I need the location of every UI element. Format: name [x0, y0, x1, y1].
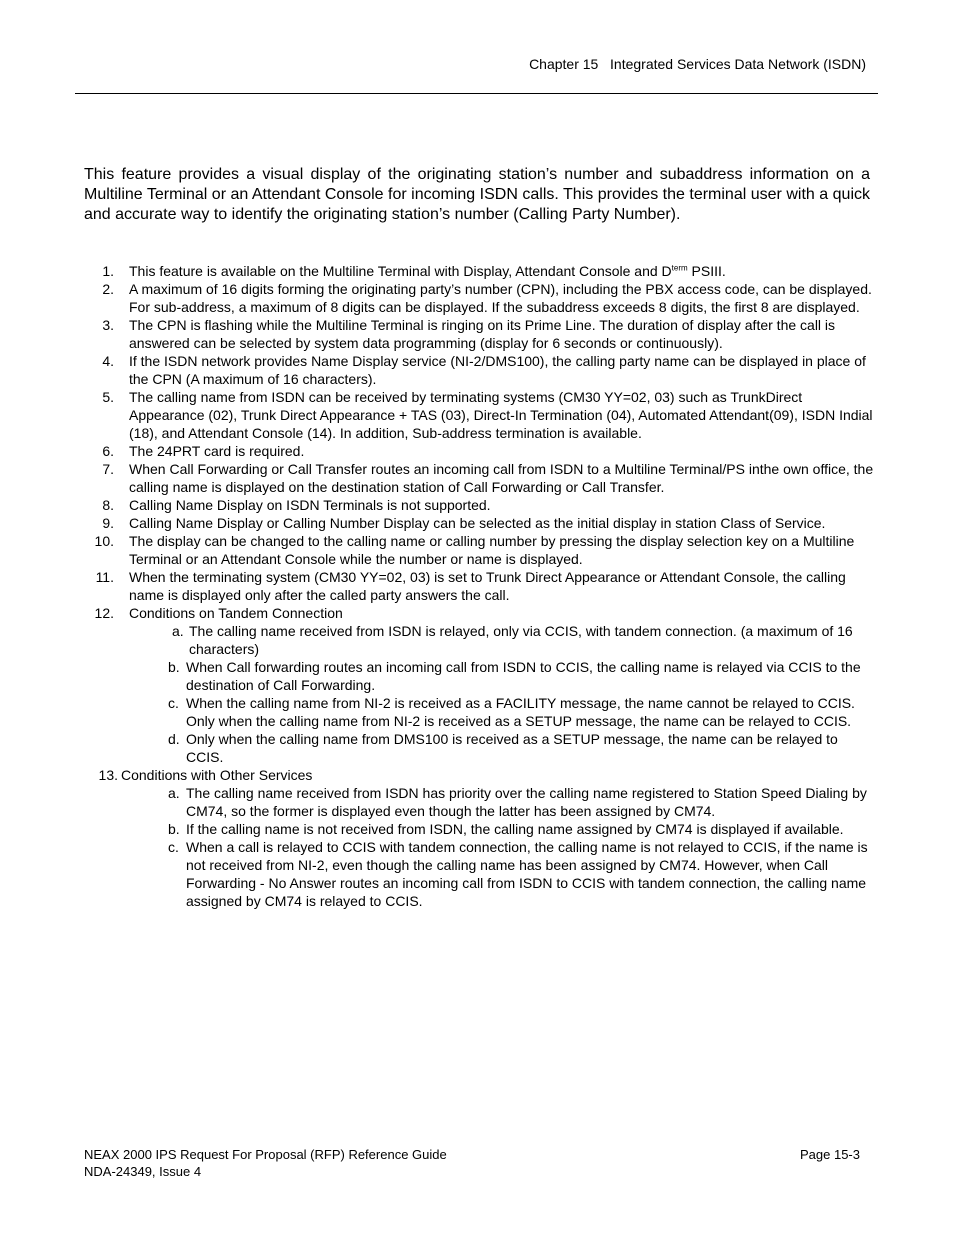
- list-item: [84, 532, 874, 568]
- intro-paragraph: This feature provides a visual display of the originating station’s number and subaddress information on a Multiline Terminal or an Attendant Console for incoming ISDN calls. This provides the terminal user with a quick and accurate way to identify the originating station’s number (Calling Party Number).: [84, 166, 870, 223]
- sub-letter: a.: [172, 623, 184, 639]
- item-text: When the terminating system (CM30 YY=02, 03) is set to Trunk Direct Appearance or Attendant Console, the calling name is displayed only after the called party answers the call.: [129, 569, 846, 603]
- list-item: [84, 604, 874, 622]
- sub-text: When Call forwarding routes an incoming call from ISDN to CCIS, the calling name is relayed via CCIS to the destination of Call Forwarding.: [186, 659, 861, 693]
- list-item: [84, 460, 874, 496]
- sub-text: When a call is relayed to CCIS with tandem connection, the calling name is not relayed to CCIS, if the name is not received from NI-2, even though the calling name has been assigned by CM74. However, when Call Forwarding - No Answer routes an incoming call from ISDN to CCIS with tandem connection, the calling name assigned by CM74 is relayed to CCIS.: [186, 839, 868, 909]
- item-text: When Call Forwarding or Call Transfer routes an incoming call from ISDN to a Multiline Terminal/PS inthe own office, the calling name is displayed on the destination station of Call Forwarding or Call Transfer.: [129, 461, 874, 495]
- sub-text: If the calling name is not received from ISDN, the calling name assigned by CM74 is displayed if available.: [186, 821, 844, 837]
- list-item: [84, 568, 874, 604]
- sub-item: [84, 622, 874, 658]
- sub-item: [84, 820, 874, 838]
- list-item: [84, 514, 874, 532]
- sub-item: [84, 694, 874, 730]
- superscript: term: [671, 263, 688, 273]
- item-number: 13.: [98, 767, 118, 783]
- item-number: 1.: [102, 263, 114, 279]
- item-text: If the ISDN network provides Name Display service (NI-2/DMS100), the calling party name can be displayed in place of the CPN (A maximum of 16 characters).: [129, 353, 866, 387]
- sub-text: The calling name received from ISDN is relayed, only via CCIS, with tandem connection. (a maximum of 16 characters): [189, 623, 853, 657]
- sub-item: [84, 838, 874, 910]
- item-text: Calling Name Display or Calling Number Display can be selected as the initial display in station Class of Service.: [129, 515, 826, 531]
- item-number: 11.: [95, 569, 114, 585]
- item-number: 2.: [102, 281, 114, 297]
- item-text: Conditions on Tandem Connection: [129, 605, 343, 621]
- item-number: 4.: [102, 353, 114, 369]
- list-item: [84, 442, 874, 460]
- item-number: 7.: [102, 461, 114, 477]
- item-number: 10.: [94, 533, 114, 549]
- item-text: The 24PRT card is required.: [129, 443, 305, 459]
- sub-item: [84, 784, 874, 820]
- item-text: Conditions with Other Services: [121, 767, 313, 783]
- list-item: [84, 352, 874, 388]
- item-number: 9.: [102, 515, 114, 531]
- item-number: 6.: [102, 443, 114, 459]
- item-text: The CPN is flashing while the Multiline Terminal is ringing on its Prime Line. The duration of display after the call is answered can be selected by system data programming (display for 6 seconds or continuously).: [129, 317, 836, 351]
- item-text: This feature is available on the Multiline Terminal with Display, Attendant Console and $D^{term}$ PSIII.: [129, 263, 726, 279]
- list-item: [84, 262, 874, 280]
- page-header: [529, 56, 866, 72]
- chapter-number: Chapter 15: [529, 56, 599, 72]
- list-item: [84, 280, 874, 316]
- item-text: A maximum of 16 digits forming the originating party’s number (CPN), including the PBX access code, can be displayed. For sub-address, a maximum of 8 digits can be displayed. If the subaddress exceeds 8 digits, the first 8 are displayed.: [129, 281, 872, 315]
- item-number: 8.: [102, 497, 114, 513]
- header-rule: [75, 93, 878, 94]
- list-item: [84, 766, 874, 784]
- notes-list: [84, 262, 874, 910]
- item-text: Calling Name Display on ISDN Terminals is not supported.: [129, 497, 491, 513]
- sub-item: [84, 658, 874, 694]
- footer-doc-number: NDA-24349, Issue 4: [84, 1164, 202, 1179]
- sub-text: Only when the calling name from DMS100 is received as a SETUP message, the name can be relayed to CCIS.: [186, 731, 838, 765]
- sub-letter: a.: [168, 785, 180, 801]
- page-footer: [84, 1146, 447, 1180]
- page-number: Page 15-3: [800, 1147, 860, 1162]
- list-item: [84, 496, 874, 514]
- sub-letter: c.: [168, 839, 179, 855]
- item-number: 3.: [102, 317, 114, 333]
- item-text: The display can be changed to the calling name or calling number by pressing the display selection key on a Multiline Terminal or an Attendant Console while the number or name is displayed.: [129, 533, 855, 567]
- footer-guide-title: NEAX 2000 IPS Request For Proposal (RFP) Reference Guide: [84, 1147, 447, 1162]
- sub-letter: b.: [168, 821, 180, 837]
- item-text: The calling name from ISDN can be received by terminating systems (CM30 YY=02, 03) such as TrunkDirect Appearance (02), Trunk Direct Appearance + TAS (03), Direct-In Termination (04), Automated Attendant(09), ISDN Indial (18), and Attendant Console (14). In addition, Sub-address termination is available.: [129, 389, 873, 441]
- sub-text: When the calling name from NI-2 is received as a FACILITY message, the name cannot be relayed to CCIS. Only when the calling name from NI-2 is received as a SETUP message, the name can be relayed to CCIS.: [186, 695, 855, 729]
- sub-letter: d.: [168, 731, 180, 747]
- list-item: [84, 316, 874, 352]
- item-number: 12.: [94, 605, 114, 621]
- chapter-title: Integrated Services Data Network (ISDN): [610, 56, 866, 72]
- sub-item: [84, 730, 874, 766]
- sub-letter: c.: [168, 695, 179, 711]
- sub-text: The calling name received from ISDN has priority over the calling name registered to Station Speed Dialing by CM74, so the former is displayed even though the latter has been assigned by CM74.: [186, 785, 867, 819]
- item-number: 5.: [102, 389, 114, 405]
- list-item: [84, 388, 874, 442]
- sub-letter: b.: [168, 659, 180, 675]
